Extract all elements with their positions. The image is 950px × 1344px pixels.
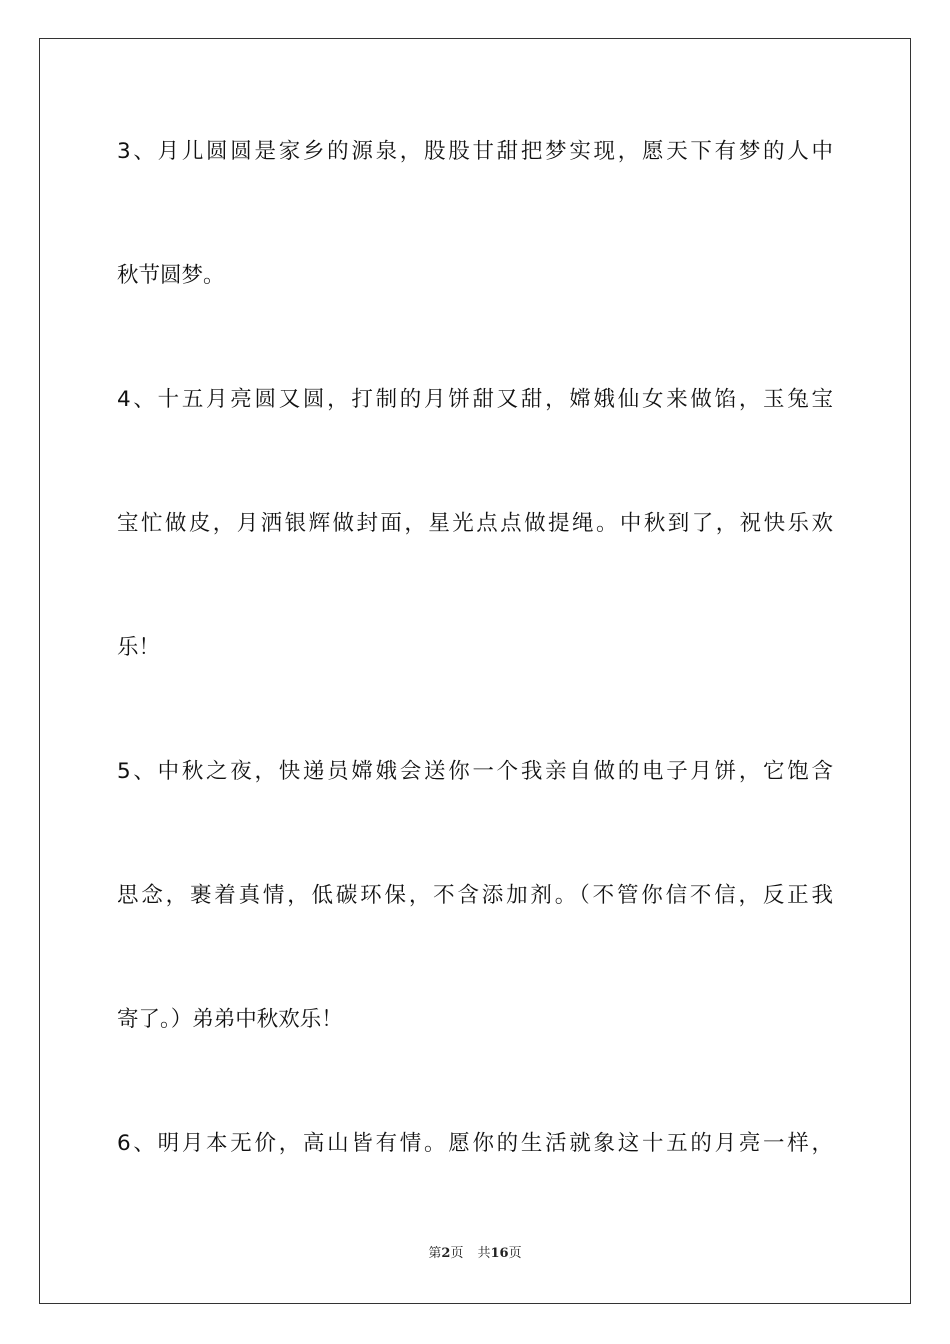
footer-page-suffix: 页: [450, 1246, 464, 1261]
paragraph-line: 乐！: [117, 635, 161, 660]
paragraph-line: 5、中秋之夜，快递员嫦娥会送你一个我亲自做的电子月饼，它饱含: [117, 759, 833, 784]
page-footer: [0, 1244, 950, 1264]
footer-total-pages: 16: [490, 1246, 509, 1261]
paragraph-line: 6、明月本无价，高山皆有情。愿你的生活就象这十五的月亮一样，: [117, 1131, 833, 1156]
paragraph-line: 秋节圆梦。: [117, 263, 225, 288]
paragraph-line: 4、十五月亮圆又圆，打制的月饼甜又甜，嫦娥仙女来做馅，玉兔宝: [117, 387, 833, 412]
paragraph-line: 思念，裹着真情，低碳环保，不含添加剂。（不管你信不信，反正我: [117, 883, 833, 908]
paragraph-line: 寄了。）弟弟中秋欢乐！: [117, 1007, 343, 1032]
footer-total-prefix: 共: [477, 1246, 491, 1261]
footer-page-prefix: 第: [428, 1246, 442, 1261]
paragraph-line: 3、月儿圆圆是家乡的源泉，股股甘甜把梦实现，愿天下有梦的人中: [117, 139, 833, 164]
page-border: [39, 38, 911, 1304]
footer-page-number: 2: [441, 1246, 451, 1261]
paragraph-line: 宝忙做皮，月洒银辉做封面，星光点点做提绳。中秋到了，祝快乐欢: [117, 511, 833, 536]
footer-total-suffix: 页: [508, 1246, 522, 1261]
